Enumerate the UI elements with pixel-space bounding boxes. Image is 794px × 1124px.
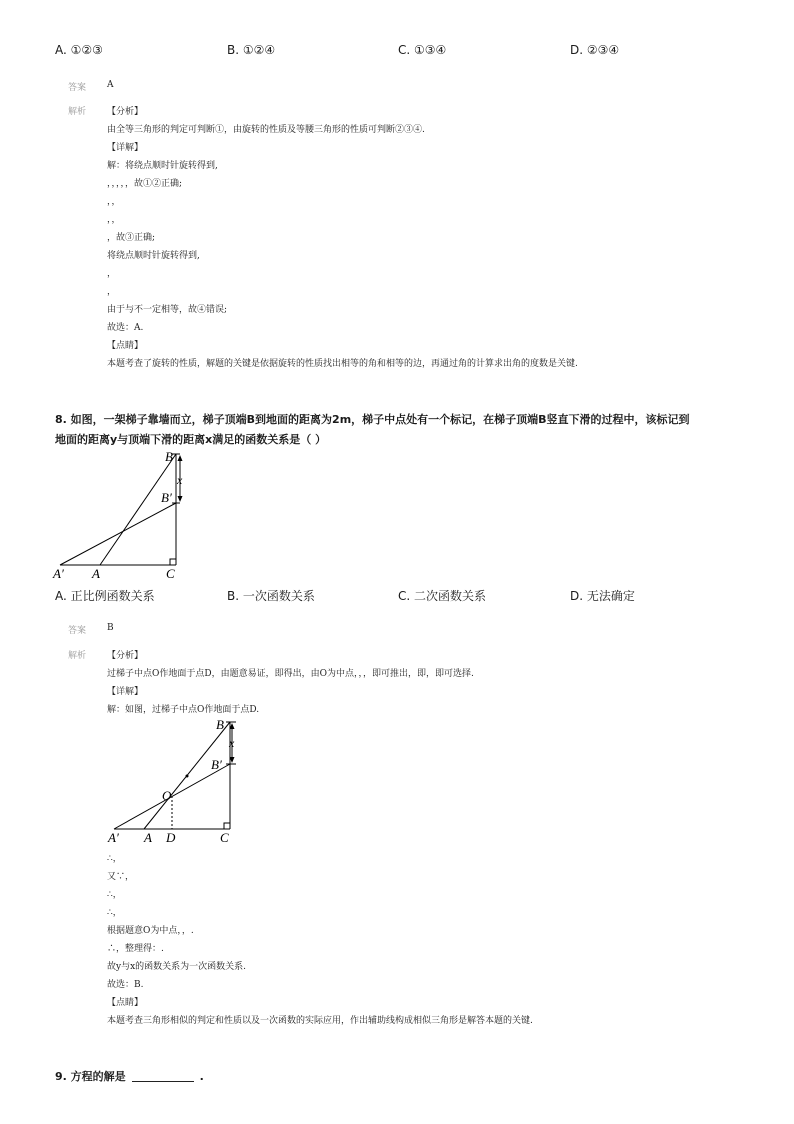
q7-answer-label: 答案 [68,83,87,93]
q7-line: ，故③正确; [107,233,156,243]
fig1-label-a: A [92,566,100,581]
fig2-label-b: B [216,717,224,732]
fig2-label-o: O [162,788,172,803]
q8-line: 故选：B. [107,980,144,990]
fig2-label-a: A [144,830,152,845]
q8-line: ∴，整理得：. [107,944,164,954]
q7-analysis-label: 解析 [68,107,87,117]
fig2-label-a-prime: A′ [108,830,119,845]
q8-line: ∴， [107,854,122,864]
q7-line: 解：将绕点顺时针旋转得到, [107,161,218,171]
q8-line: 【分析】 [107,651,144,661]
q7-line: ，，，，，故①②正确; [107,179,183,189]
fig1-label-c: C [166,566,175,581]
q8-option-d: D. 无法确定 [570,589,635,603]
q8-option-a: A. 正比例函数关系 [55,589,155,603]
q7-line: 【点睛】 [107,341,144,351]
q8-question-line-1: 8. 如图，一架梯子靠墙而立，梯子顶端B到地面的距离为2m，梯子中点处有一个标记，在梯子顶端B竖直下滑的过程中，该标记到 [55,413,690,426]
fig2-label-d: D [166,830,176,845]
q8-question-line-2: 地面的距离y与顶端下滑的距离x满足的函数关系是（ ） [55,433,327,446]
q7-line: 【详解】 [107,143,144,153]
q7-line: 将绕点顺时针旋转得到, [107,251,200,261]
q9-question [55,1068,204,1084]
q7-line: ，， [107,215,121,225]
q7-line: ， [107,287,117,297]
q7-option-a: A. ①②③ [55,43,103,57]
q8-line: 【详解】 [107,687,144,697]
q7-line: 故选：A. [107,323,144,333]
q8-answer: B [107,623,114,633]
fig2-label-x: x [229,736,235,750]
q7-option-d: D. ②③④ [570,43,620,57]
q8-line: 故y与x的函数关系为一次函数关系. [107,962,247,972]
q7-line: 由于与不一定相等，故④错误; [107,305,228,315]
q7-line: ，， [107,197,121,207]
fig1-label-b-prime: B′ [161,490,172,505]
q8-line: 解：如图，过梯子中点O作地面于点D. [107,705,260,715]
q8-option-b: B. 一次函数关系 [227,589,315,603]
q8-line: ∴， [107,908,122,918]
q8-line: 又∵， [107,872,135,882]
q8-solution-figure [104,714,254,850]
q8-answer-label: 答案 [68,626,87,636]
q7-answer: A [107,80,114,90]
q7-option-c: C. ①③④ [398,43,447,57]
fig2-label-c: C [220,830,229,845]
q8-analysis-label: 解析 [68,651,87,661]
q9-answer-blank[interactable] [132,1069,194,1082]
fig2-label-b-prime: B′ [211,757,222,772]
q9-suffix: . [199,1070,204,1083]
q7-line: 本题考查了旋转的性质，解题的关键是依据旋转的性质找出相等的角和相等的边，再通过角的计算求出角的度数是关键. [107,359,578,369]
fig1-label-a-prime: A′ [53,566,64,581]
q8-line: 根据题意O为中点，，. [107,926,194,936]
q8-line: ∴， [107,890,122,900]
q7-line: ， [107,269,117,279]
q8-line: 本题考查三角形相似的判定和性质以及一次函数的实际应用，作出辅助线构成相似三角形是解答本题的关键. [107,1016,533,1026]
q7-line: 【分析】 [107,107,144,117]
q8-line: 【点睛】 [107,998,144,1008]
q8-option-c: C. 二次函数关系 [398,589,487,603]
q9-prefix: 9. 方程的解是 [55,1070,126,1083]
fig1-label-b: B [165,449,173,464]
q8-line: 过梯子中点O作地面于点D，由题意易证，即得出，由O为中点，，，即可推出，即，即可选择. [107,669,474,679]
q7-line: 由全等三角形的判定可判断①，由旋转的性质及等腰三角形的性质可判断②③④. [107,125,425,135]
fig1-label-x: x [177,473,183,487]
q8-ladder-figure [48,446,198,584]
q7-option-b: B. ①②④ [227,43,276,57]
